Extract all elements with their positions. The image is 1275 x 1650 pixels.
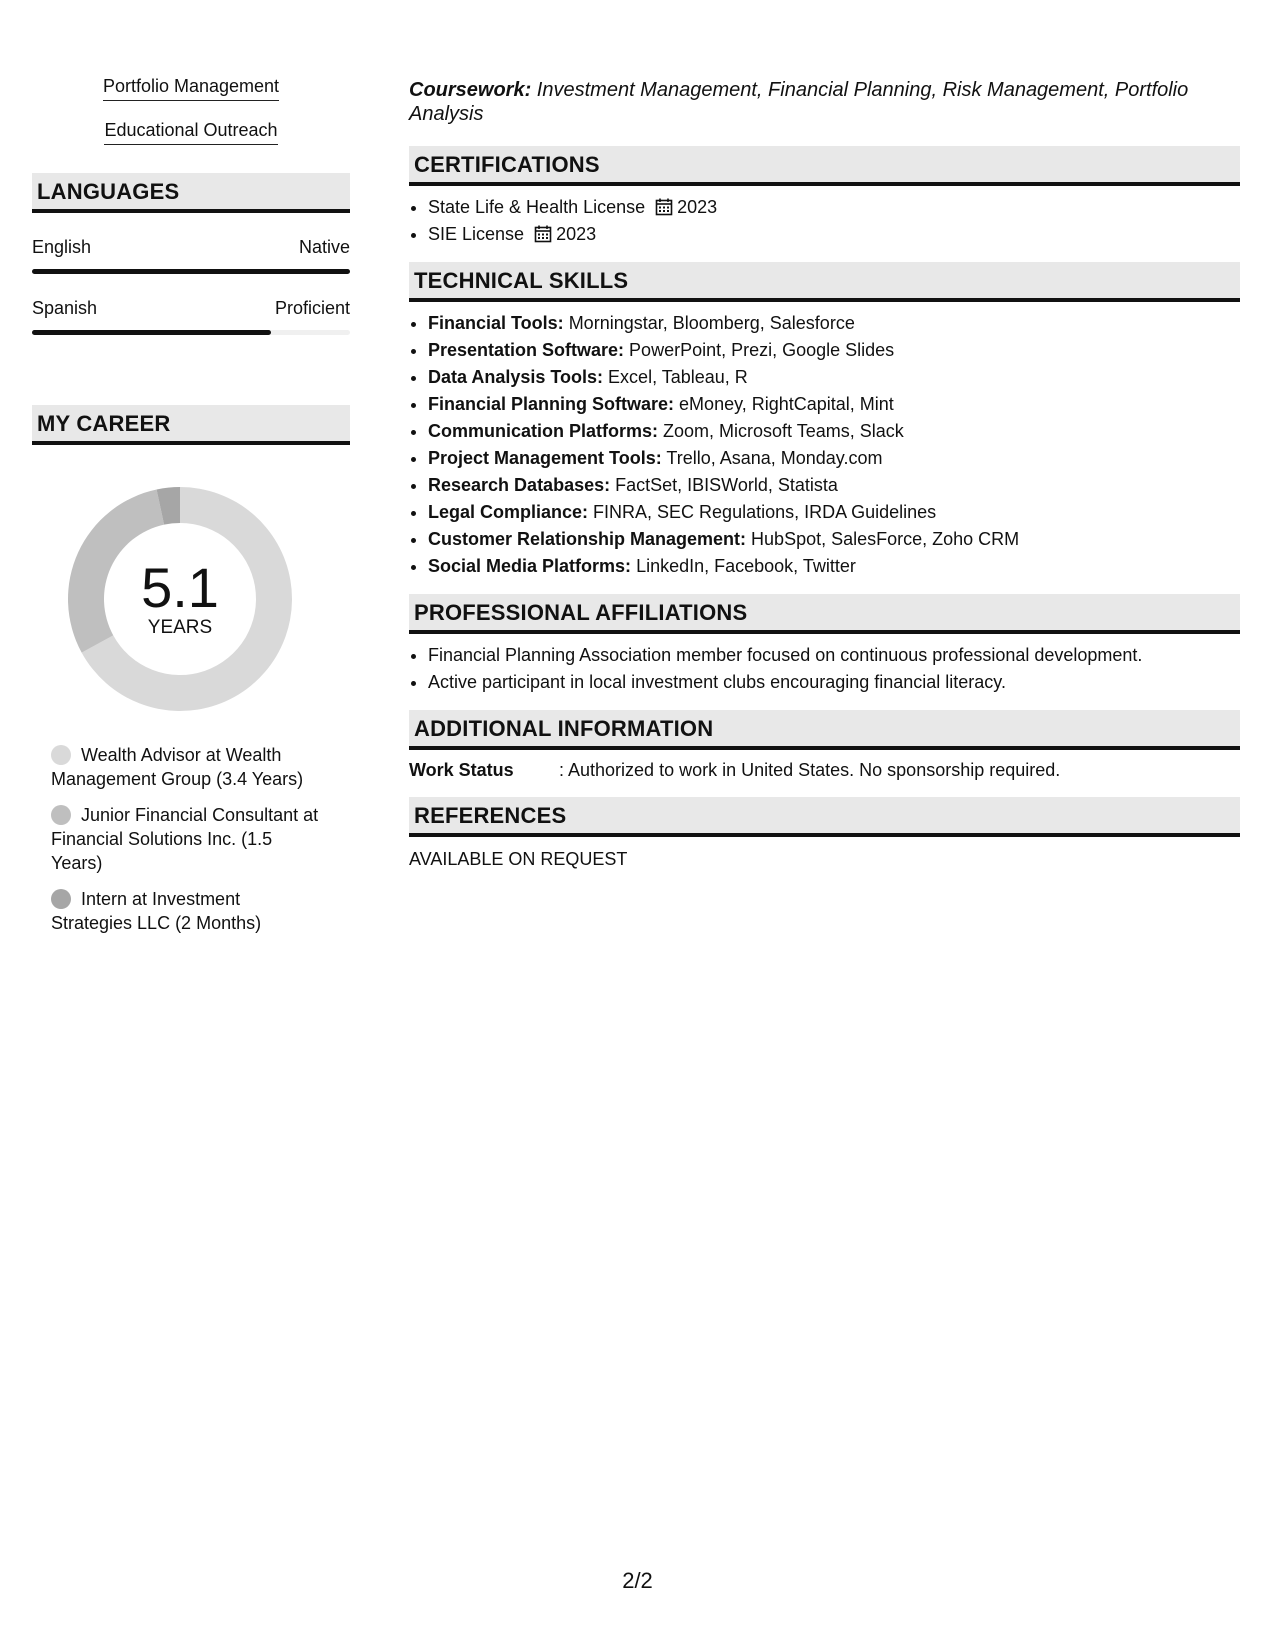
technical-skills-heading: TECHNICAL SKILLS xyxy=(409,262,1240,302)
affiliations-list xyxy=(409,642,1240,696)
right-column xyxy=(409,78,1240,870)
work-status-value: : Authorized to work in United States. No sponsorship required. xyxy=(559,760,1061,780)
work-status-label: Work Status xyxy=(409,760,514,780)
legend-dot-icon xyxy=(51,805,71,825)
language-name: English xyxy=(32,237,92,257)
page-number: 2/2 xyxy=(622,1568,653,1593)
language-level-bar xyxy=(32,269,350,274)
career-legend-item: Intern at Investment Strategies LLC (2 Months) xyxy=(51,889,262,933)
additional-info-heading: ADDITIONAL INFORMATION xyxy=(409,710,1240,750)
skill-item: • Social Media Platforms: LinkedIn, Facebook, Twitter xyxy=(428,553,1240,580)
skill-item: • Project Management Tools: Trello, Asana, Monday.com xyxy=(428,445,1240,472)
skill-item: • Financial Tools: Morningstar, Bloomberg, Salesforce xyxy=(428,310,1240,337)
calendar-icon xyxy=(655,198,673,216)
career-legend xyxy=(51,743,321,935)
legend-dot-icon xyxy=(51,889,71,909)
work-status-row xyxy=(409,760,1240,781)
left-column xyxy=(32,76,350,947)
references-heading: REFERENCES xyxy=(409,797,1240,837)
skill-item: • Financial Planning Software: eMoney, RightCapital, Mint xyxy=(428,391,1240,418)
career-legend-item: Wealth Advisor at Wealth Management Group (3.4 Years) xyxy=(51,745,304,789)
skill-item: • Communication Platforms: Zoom, Microsoft Teams, Slack xyxy=(428,418,1240,445)
skill-item: • Presentation Software: PowerPoint, Prezi, Google Slides xyxy=(428,337,1240,364)
language-item xyxy=(32,237,350,274)
certifications-list xyxy=(409,194,1240,248)
technical-skills-list xyxy=(409,310,1240,580)
skill-item: • Legal Compliance: FINRA, SEC Regulations, IRDA Guidelines xyxy=(428,499,1240,526)
references-text: AVAILABLE ON REQUEST xyxy=(409,849,628,869)
career-heading: MY CAREER xyxy=(32,405,350,445)
certification-item: • State Life & Health License 2023 xyxy=(428,194,1240,221)
coursework: Coursework: Investment Management, Financial Planning, Risk Management, Portfolio Analysis xyxy=(409,79,1189,125)
language-item xyxy=(32,298,350,335)
skill-item: • Customer Relationship Management: HubSpot, SalesForce, Zoho CRM xyxy=(428,526,1240,553)
certification-item: • SIE License 2023 xyxy=(428,221,1240,248)
strength-item: Educational Outreach xyxy=(32,120,350,145)
career-total-unit: YEARS xyxy=(147,617,213,638)
skill-item: • Research Databases: FactSet, IBISWorld, Statista xyxy=(428,472,1240,499)
languages-heading: LANGUAGES xyxy=(32,173,350,213)
calendar-icon xyxy=(534,225,552,243)
affiliation-item: • Active participant in local investment clubs encouraging financial literacy. xyxy=(428,669,1240,696)
certifications-heading: CERTIFICATIONS xyxy=(409,146,1240,186)
language-name: Spanish xyxy=(32,298,98,318)
career-donut-chart xyxy=(66,485,294,713)
legend-dot-icon xyxy=(51,745,71,765)
career-total-value: 5.1 xyxy=(141,556,219,619)
language-level: Proficient xyxy=(274,298,350,318)
skill-item: • Data Analysis Tools: Excel, Tableau, R xyxy=(428,364,1240,391)
language-level-bar xyxy=(32,330,350,335)
strength-item: Portfolio Management xyxy=(32,76,350,101)
affiliations-heading: PROFESSIONAL AFFILIATIONS xyxy=(409,594,1240,634)
language-level: Native xyxy=(298,237,350,257)
affiliation-item: • Financial Planning Association member focused on continuous professional development. xyxy=(428,642,1240,669)
career-legend-item: Junior Financial Consultant at Financial Solutions Inc. (1.5 Years) xyxy=(51,805,319,873)
